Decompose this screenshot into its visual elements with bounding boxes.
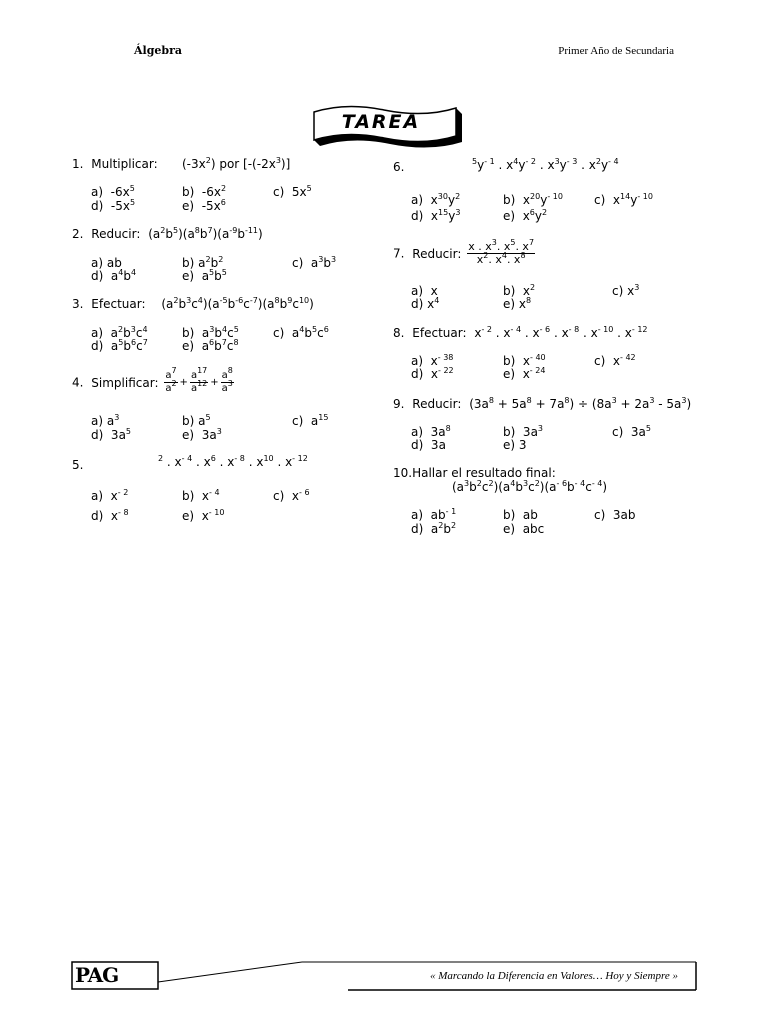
problem-label: Multiplicar: [91,157,158,171]
banner-title: TAREA [341,111,421,133]
p4-option-c: c) $a^{15}$ [292,413,329,428]
p7-option-d: d) $x^4$ [411,296,440,311]
p4-option-d: d) $3a^5$ [91,427,132,442]
p5-option-b: b) $x^{- 4}$ [182,488,220,503]
p10-option-c: c) 3ab [594,508,636,522]
problem-5-expression: $^2$ . $x^{- 4}$ . $x^6$ . $x^{- 8}$ . $x^{10}$ . $x^{- 12}$ [158,454,308,469]
p4-option-e: e) $3a^3$ [182,427,222,442]
p8-option-d: d) $x^{- 22}$ [411,366,454,381]
p3-option-e: e) $a^6b^7c^8$ [182,338,239,353]
p6-option-e: e) $x^6y^2$ [503,208,548,223]
p5-option-c: c) $x^{- 6}$ [273,488,310,503]
p6-option-c: c) $x^{14}y^{- 10}$ [594,192,653,207]
p2-option-b: b) $a^2b^2$ [182,255,224,270]
page-label-box [72,963,158,989]
p7-option-c: c) $x^3$ [612,283,640,298]
p9-option-b: b) $3a^3$ [503,424,544,439]
p9-option-d: d) 3a [411,438,446,452]
p2-option-e: e) $a^5b^5$ [182,268,227,283]
tarea-banner [306,102,462,146]
problem-8: 8. Efectuar: $x^{- 2}$ . $x^{- 4}$ . $x^{- 6}$ . $x^{- 8}$ . $x^{- 10}$ . $x^{- 12}$ [393,325,648,340]
p3-option-c: c) $a^4b^5c^6$ [273,325,329,340]
p10-option-d: d) $a^2b^2$ [411,521,457,536]
p9-option-a: a) $3a^8$ [411,424,451,439]
problem-5: 5. [72,458,84,472]
problem-10-expression: $(a^3b^2c^2)(a^4b^3c^2)(a^{- 6}b^{- 4}c^{- 4})$ [452,479,608,494]
problem-7: 7. Reducir: $\frac{x . x^3. x^5. x^7}{x^2. x^4. x^8}$ [393,238,535,266]
p10-option-e: e) abc [503,522,545,536]
subject-header: Álgebra [134,44,183,57]
p5-option-e: e) $x^{- 10}$ [182,508,225,523]
p8-option-e: e) $x^{- 24}$ [503,366,546,381]
p4-option-a: a) $a^3$ [91,413,120,428]
problem-1-expression: $(-3x^2)$ por $[-(-2x^3)]$ [182,156,291,171]
grade-header: Primer Año de Secundaria [558,45,674,57]
p7-option-a: a) x [411,284,438,298]
p5-option-d: d) $x^{- 8}$ [91,508,129,523]
p8-option-b: b) $x^{- 40}$ [503,353,546,368]
p3-option-b: b) $a^3b^4c^5$ [182,325,239,340]
problem-10: 10.Hallar el resultado final: [393,466,556,480]
p3-option-a: a) $a^2b^3c^4$ [91,325,148,340]
p10-option-b: b) ab [503,508,538,522]
problem-2: 2. Reducir: $(a^2b^5)(a^8b^7)(a^{-9}b^{-11})$ [72,226,263,241]
p1-option-a: a) $-6x^5$ [91,184,135,199]
problem-3: 3. Efectuar: $(a^2b^3c^4)(a^{-5}b^{-6}c^{-7})(a^8b^9c^{10})$ [72,296,314,311]
footer-motto: « Marcando la Diferencia en Valores… Hoy y Siempre » [430,970,678,982]
p8-option-a: a) $x^{- 38}$ [411,353,454,368]
p2-option-d: d) $a^4b^4$ [91,268,137,283]
p4-option-b: b) $a^5$ [182,413,211,428]
p9-option-c: c) $3a^5$ [612,424,651,439]
p3-option-d: d) $a^5b^6c^7$ [91,338,148,353]
p2-option-a: a) ab [91,256,122,270]
p8-option-c: c) $x^{- 42}$ [594,353,636,368]
p6-option-d: d) $x^{15}y^3$ [411,208,461,223]
p10-option-a: a) $ab^{- 1}$ [411,507,457,522]
p1-option-e: e) $-5x^6$ [182,198,226,213]
p2-option-c: c) $a^3b^3$ [292,255,337,270]
problem-1 [72,157,158,171]
p6-option-b: b) $x^{20}y^{- 10}$ [503,192,563,207]
problem-4: 4. Simplificar: $\frac{a^7}{a^2}$ + $\frac{a^{17}}{a^{12}}$ + $\frac{a^8}{a^3}$ [72,366,233,394]
p1-option-c: c) $5x^5$ [273,184,312,199]
p5-option-a: a) $x^{- 2}$ [91,488,129,503]
p1-option-d: d) $-5x^5$ [91,198,136,213]
p9-option-e: e) 3 [503,438,527,452]
problem-6: 6. [393,160,405,174]
problem-number: 1. [72,157,84,171]
p7-option-b: b) $x^2$ [503,283,536,298]
problem-6-expression: $^5y^{- 1}$ . $x^4y^{- 2}$ . $x^3y^{- 3}$ . $x^2y^{- 4}$ [472,157,619,172]
p1-option-b: b) $-6x^2$ [182,184,227,199]
problem-9: 9. Reducir: $(3a^8 + 5a^8 + 7a^8) \div (8a^3 + 2a^3 - 5a^3)$ [393,396,692,411]
p6-option-a: a) $x^{30}y^2$ [411,192,461,207]
page-label: PAG [75,963,119,987]
p7-option-e: e) $x^8$ [503,296,532,311]
